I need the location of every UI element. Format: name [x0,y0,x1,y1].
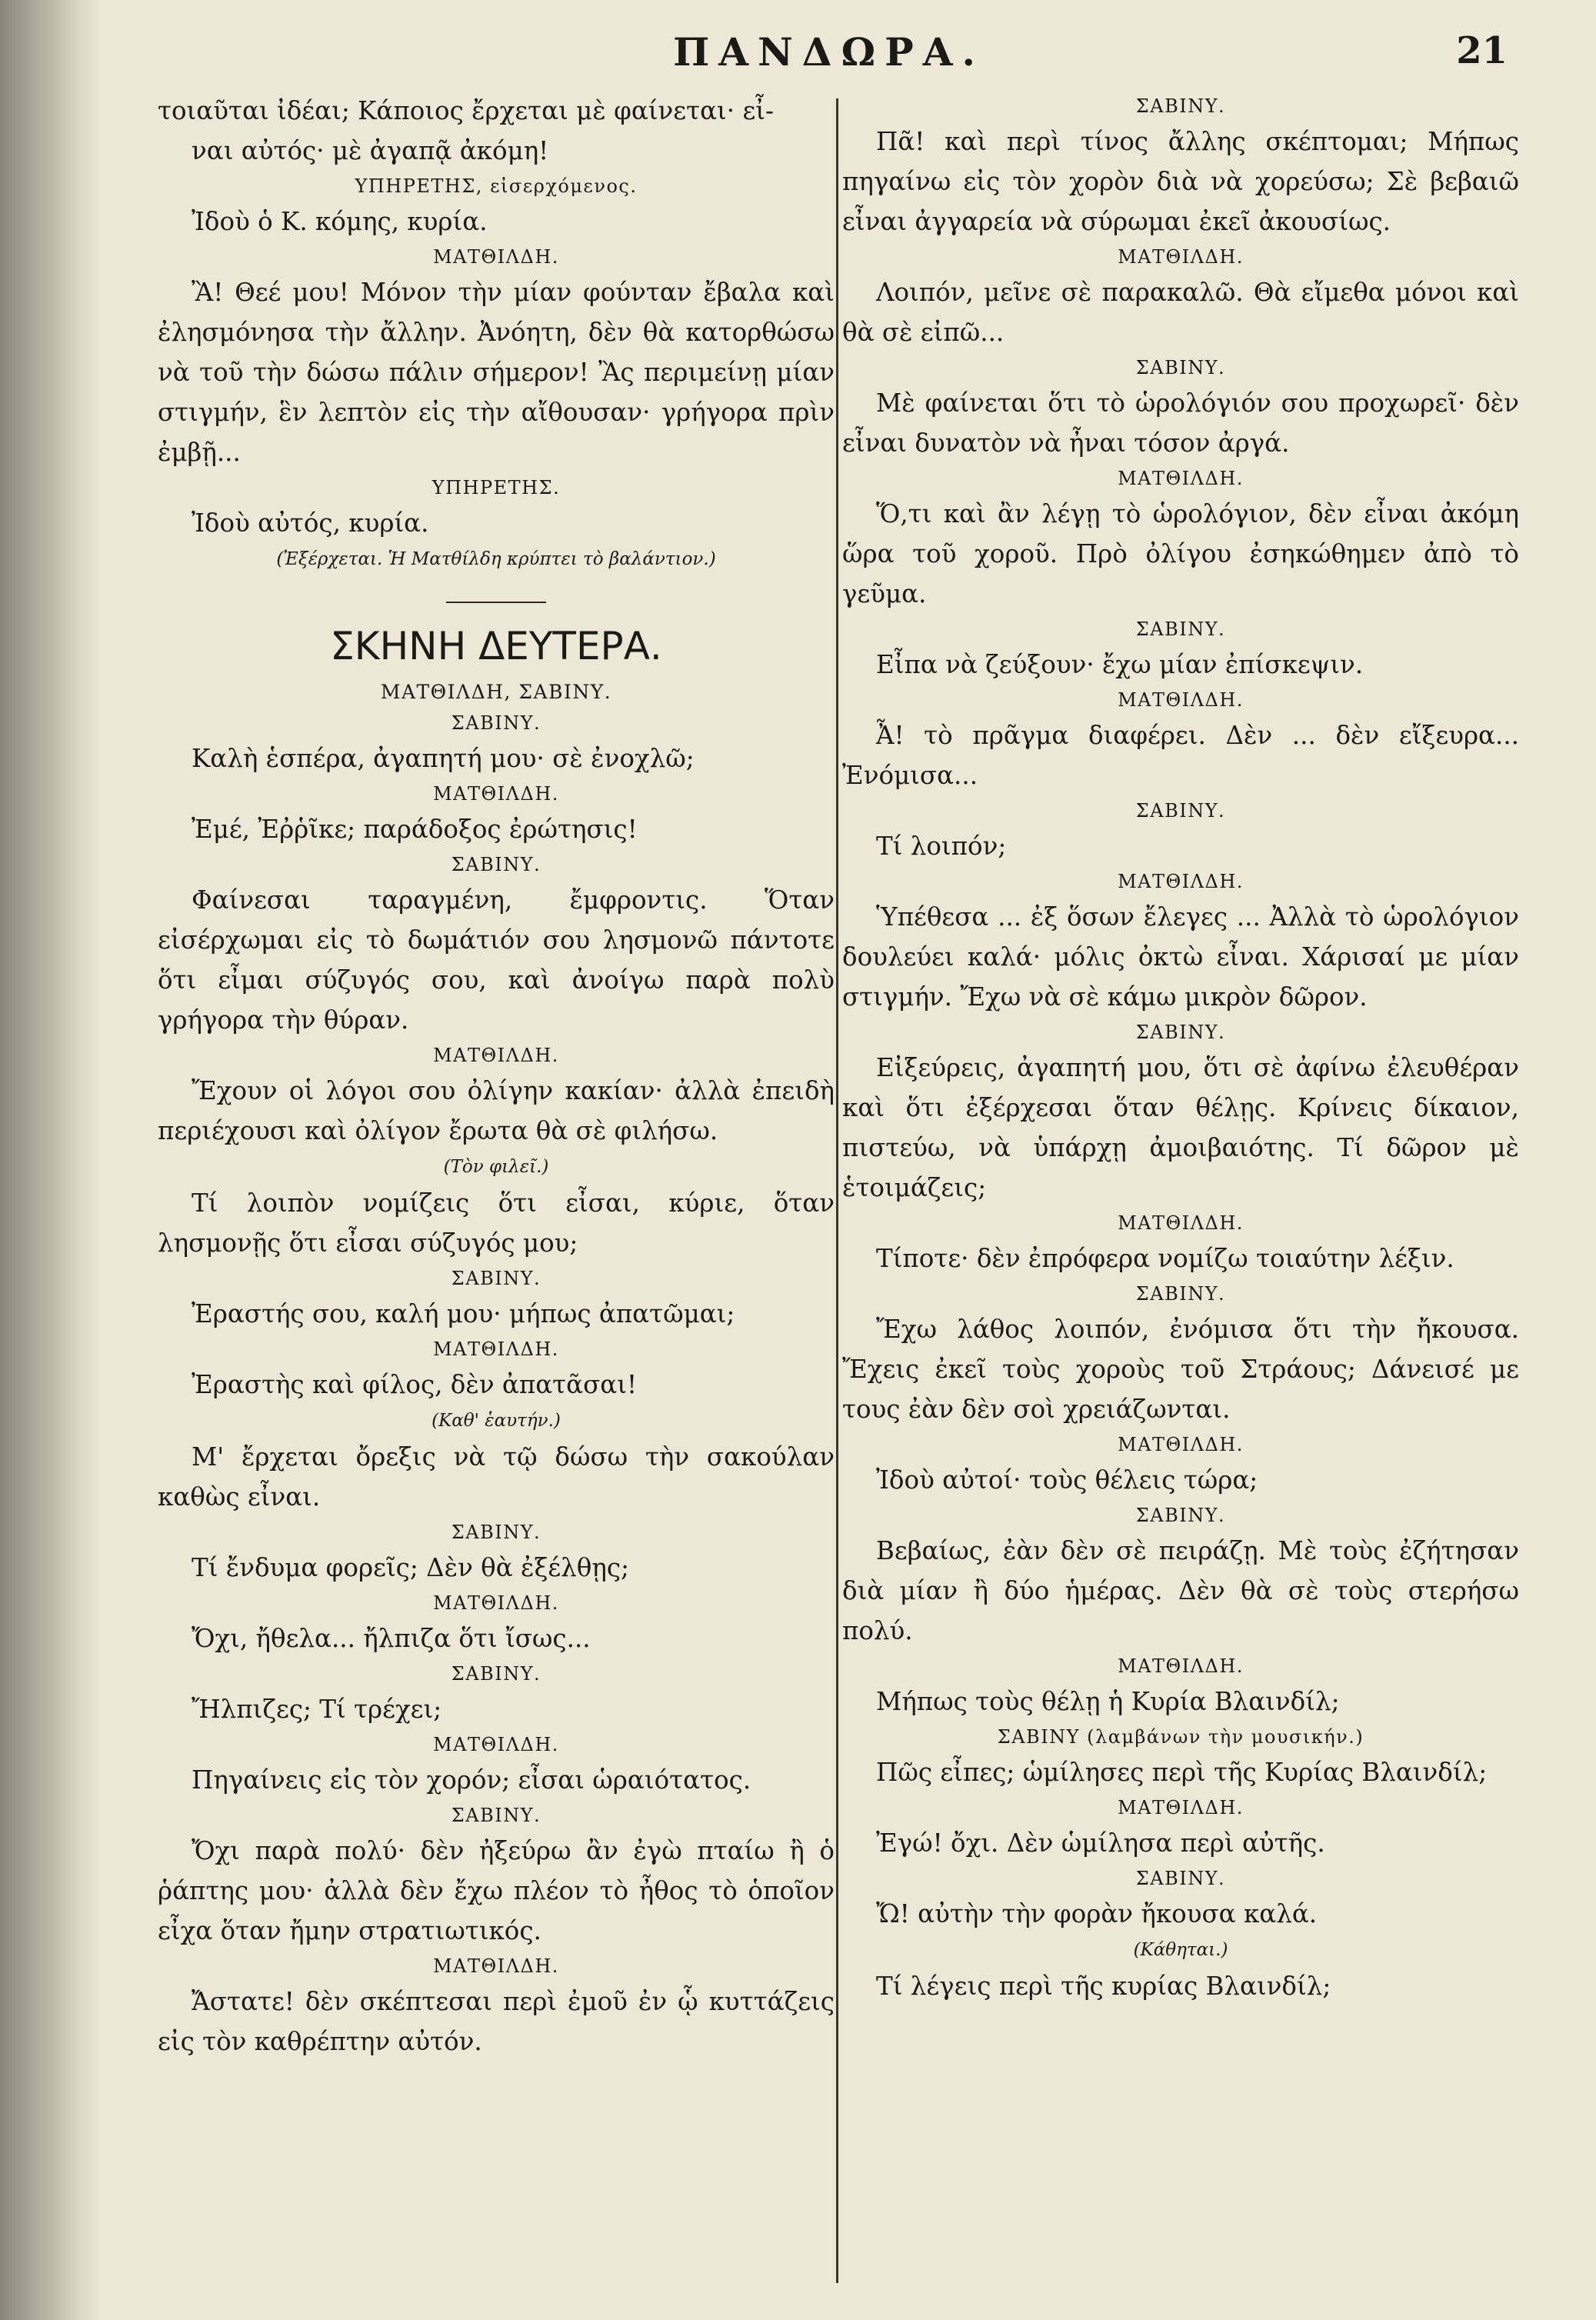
dialogue-line: Ἰδοὺ αὐτός, κυρία. [192,508,429,538]
dialogue-line: Καλὴ ἑσπέρα, ἀγαπητή μου· σὲ ἐνοχλῶ; [192,744,695,773]
speaker-label: ΣΑΒΙΝΥ. [1135,618,1226,640]
dialogue-line: Ὑπέθεσα ... ἐξ ὅσων ἔλεγες ... Ἀλλὰ τὸ ὡρολόγιον δουλεύει καλά· μόλις ὀκτὼ εἶναι. Χάρισαί με μίαν στιγμήν. Ἔχω νὰ σὲ κάμω μικρὸν δῶρον. [842,902,1519,1012]
dialogue-line: Ὄχι, ἤθελα... ἤλπιζα ὅτι ἴσως... [192,1624,591,1653]
dialogue-line: Ἰδοὺ ὁ Κ. κόμης, κυρία. [192,207,488,236]
speaker-label: ΜΑΤΘΙΛΔΗ. [433,1338,559,1360]
scene-cast: ΜΑΤΘΙΛΔΗ, ΣΑΒΙΝΥ. [380,681,612,703]
dialogue-line: Ἔχουν οἱ λόγοι σου ὀλίγην κακίαν· ἀλλὰ ἐπειδὴ περιέχουσι καὶ ὀλίγον ἔρωτα θὰ σὲ φιλήσω. [158,1076,835,1145]
dialogue-line: Πῶς εἶπες; ὡμίλησες περὶ τῆς Κυρίας Βλαινδίλ; [876,1758,1488,1787]
speaker-label: ΜΑΤΘΙΛΔΗ. [1118,1434,1244,1455]
speaker-label: ΥΠΗΡΕΤΗΣ, εἰσερχόμενος. [355,175,638,197]
scene-heading: ΣΚΗΝΗ ΔΕΥΤΕΡΑ. [330,624,662,668]
speaker-label: ΣΑΒΙΝΥ. [1135,357,1226,378]
dialogue-line: Τί λοιπὸν νομίζεις ὅτι εἶσαι, κύριε, ὅταν λησμονῇς ὅτι εἶσαι σύζυγός μου; [158,1188,835,1258]
dialogue-line: Τί λέγεις περὶ τῆς κυρίας Βλαινδίλ; [876,1972,1331,2001]
stage-direction: (Κάθηται.) [1133,1940,1228,1960]
dialogue-line: Ὅ,τι καὶ ἂν λέγῃ τὸ ὡρολόγιον, δὲν εἶναι ἀκόμη ὥρα τοῦ χοροῦ. Πρὸ ὀλίγου ἐσηκώθημεν ἀπὸ τὸ γεῦμα. [842,499,1519,608]
dialogue-line: Τίποτε· δὲν ἐπρόφερα νομίζω τοιαύτην λέξιν. [876,1244,1454,1273]
speaker-label: ΥΠΗΡΕΤΗΣ. [431,477,561,498]
dialogue-line: Ἔχω λάθος λοιπόν, ἐνόμισα ὅτι τὴν ἤκουσα. Ἔχεις ἐκεῖ τοὺς χοροὺς τοῦ Στράους; Δάνεισέ με τους ἐὰν δὲν σοὶ χρειάζωνται. [842,1315,1519,1424]
dialogue-line: Μὲ φαίνεται ὅτι τὸ ὡρολόγιόν σου προχωρεῖ· δὲν εἶναι δυνατὸν νὰ ἦναι τόσον ἀργά. [842,388,1519,458]
speaker-label: ΜΑΤΘΙΛΔΗ. [433,1045,559,1066]
speaker-label: ΜΑΤΘΙΛΔΗ. [433,783,559,805]
speaker-label: ΣΑΒΙΝΥ. [1135,1022,1226,1043]
dialogue-line: Λοιπόν, μεῖνε σὲ παρακαλῶ. Θὰ εἴμεθα μόνοι καὶ θὰ σὲ εἰπῶ... [842,278,1519,347]
speaker-label: ΜΑΤΘΙΛΔΗ. [433,1955,559,1977]
speaker-label: ΜΑΤΘΙΛΔΗ. [433,246,559,268]
stage-direction: (Ἐξέρχεται. Ἡ Ματθίλδη κρύπτει τὸ βαλάντιον.) [276,549,716,569]
dialogue-line: ναι αὐτός· μὲ ἀγαπᾷ ἀκόμη! [192,136,549,165]
speaker-label: ΣΑΒΙΝΥ. [451,712,541,734]
speaker-label: ΜΑΤΘΙΛΔΗ. [1118,689,1244,711]
speaker-label: ΣΑΒΙΝΥ. [1135,800,1226,822]
dialogue-line: τοιαῦται ἰδέαι; Κάποιος ἔρχεται μὲ φαίνεται· εἶ- [158,96,775,125]
dialogue-line: Μήπως τοὺς θέλῃ ἡ Κυρία Βλαινδίλ; [876,1687,1340,1716]
dialogue-line: Ἂ! Θεέ μου! Μόνον τὴν μίαν φούνταν ἔβαλα καὶ ἐλησμόνησα τὴν ἄλλην. Ἀνόητη, δὲν θὰ κατορθώσω νὰ τοῦ τὴν δώσω πάλιν σήμερον! Ἂς περιμείνῃ μίαν στιγμήν, ἓν λεπτὸν εἰς τὴν αἴθουσαν· γρήγορα πρὶν ἐμβῇ... [158,278,835,467]
speaker-label: ΜΑΤΘΙΛΔΗ. [433,1592,559,1614]
dialogue-line: Ὄχι παρὰ πολύ· δὲν ἠξεύρω ἂν ἐγὼ πταίω ἢ ὁ ῥάπτης μου· ἀλλὰ δὲν ἔχω πλέον τὸ ἦθος τὸ ὁποῖον εἶχα ὅταν ἤμην στρατιωτικός. [158,1836,835,1945]
speaker-label: ΣΑΒΙΝΥ. [451,1522,541,1543]
speaker-label: ΜΑΤΘΙΛΔΗ. [1118,468,1244,489]
dialogue-line: Ἐμέ, Ἐῤῥῖκε; παράδοξος ἐρώτησις! [192,815,638,844]
dialogue-line: Εἶπα νὰ ζεύξουν· ἔχω μίαν ἐπίσκεψιν. [876,650,1364,679]
speaker-label: ΣΑΒΙΝΥ. [451,1268,541,1289]
dialogue-line: Φαίνεσαι ταραγμένη, ἔμφροντις. Ὅταν εἰσέρχωμαι εἰς τὸ δωμάτιόν σου λησμονῶ πάντοτε ὅτι εἶμαι σύζυγός σου, καὶ ἀνοίγω παρὰ πολὺ γρήγορα τὴν θύραν. [158,885,835,1035]
speaker-label: ΜΑΤΘΙΛΔΗ. [1118,1655,1244,1677]
dialogue-line: Πηγαίνεις εἰς τὸν χορόν; εἶσαι ὡραιότατος. [192,1765,751,1795]
dialogue-line: Τί ἔνδυμα φορεῖς; Δὲν θὰ ἐξέλθῃς; [192,1553,629,1582]
speaker-label: ΜΑΤΘΙΛΔΗ. [1118,1212,1244,1234]
page-number: 21 [1456,29,1508,72]
column-divider [836,98,838,2283]
binding-shadow [0,0,100,2320]
dialogue-line: Βεβαίως, ἐὰν δὲν σὲ πειράζῃ. Μὲ τοὺς ἐζήτησαν διὰ μίαν ἢ δύο ἡμέρας. Δὲν θὰ σὲ τοὺς στερήσω πολύ. [842,1536,1519,1645]
running-title: ΠΑΝΔΩΡΑ. [673,29,985,75]
speaker-label: ΣΑΒΙΝΥ. [1135,1283,1226,1305]
dialogue-line: Τί λοιπόν; [876,832,1007,861]
speaker-label: ΜΑΤΘΙΛΔΗ. [1118,871,1244,892]
dialogue-line: Εἰξεύρεις, ἀγαπητή μου, ὅτι σὲ ἀφίνω ἐλευθέραν καὶ ὅτι ἐξέρχεσαι ὅταν θέλῃς. Κρίνεις δίκαιον, πιστεύω, νὰ ὑπάρχῃ ἀμοιβαιότης. Τί δῶρον μὲ ἑτοιμάζεις; [842,1053,1519,1202]
dialogue-line: Ἄστατε! δὲν σκέπτεσαι περὶ ἐμοῦ ἐν ᾧ κυττάζεις εἰς τὸν καθρέπτην αὐτόν. [158,1987,835,2056]
speaker-label: ΣΑΒΙΝΥ. [1135,1868,1226,1889]
dialogue-line: Ὤ! αὐτὴν τὴν φορὰν ἤκουσα καλά. [876,1899,1318,1928]
dialogue-line: Ἐγώ! ὄχι. Δὲν ὡμίλησα περὶ αὐτῆς. [876,1828,1325,1858]
dialogue-line: Μ' ἔρχεται ὄρεξις νὰ τῷ δώσω τὴν σακούλαν καθὼς εἶναι. [158,1442,835,1512]
dialogue-line: Ἐραστὴς καὶ φίλος, δὲν ἀπατᾶσαι! [192,1370,638,1399]
page-header [150,29,1508,83]
right-column [842,91,1519,2306]
stage-direction: (Καθ' ἑαυτήν.) [431,1411,561,1431]
dialogue-line: Ἐραστής σου, καλή μου· μήπως ἀπατῶμαι; [192,1299,735,1328]
dialogue-line: Ἰδοὺ αὐτοί· τοὺς θέλεις τώρα; [876,1465,1258,1495]
speaker-label: ΣΑΒΙΝΥ. [451,1805,541,1826]
speaker-label: ΜΑΤΘΙΛΔΗ. [1118,246,1244,268]
dialogue-line: Ἆ! τὸ πρᾶγμα διαφέρει. Δὲν ... δὲν εἴξευρα... Ἐνόμισα... [842,721,1519,790]
speaker-label: ΜΑΤΘΙΛΔΗ. [433,1734,559,1755]
speaker-label: ΣΑΒΙΝΥ. [1135,1505,1226,1526]
speaker-label: ΜΑΤΘΙΛΔΗ. [1118,1797,1244,1818]
section-rule [446,602,546,603]
left-column [158,91,835,2306]
stage-direction: (Τὸν φιλεῖ.) [443,1157,549,1177]
speaker-label: ΣΑΒΙΝΥ (λαμβάνων τὴν μουσικήν.) [997,1726,1364,1748]
dialogue-line: Ἤλπιζες; Τί τρέχει; [192,1695,442,1724]
speaker-label: ΣΑΒΙΝΥ. [451,854,541,875]
speaker-label: ΣΑΒΙΝΥ. [1135,95,1226,117]
speaker-label: ΣΑΒΙΝΥ. [451,1663,541,1685]
dialogue-line: Πᾶ! καὶ περὶ τίνος ἄλλης σκέπτομαι; Μήπως πηγαίνω εἰς τὸν χορὸν διὰ νὰ χορεύσω; Σὲ βεβαιῶ εἶναι ἀγγαρεία νὰ σύρωμαι ἐκεῖ ἀκουσίως. [842,127,1519,236]
